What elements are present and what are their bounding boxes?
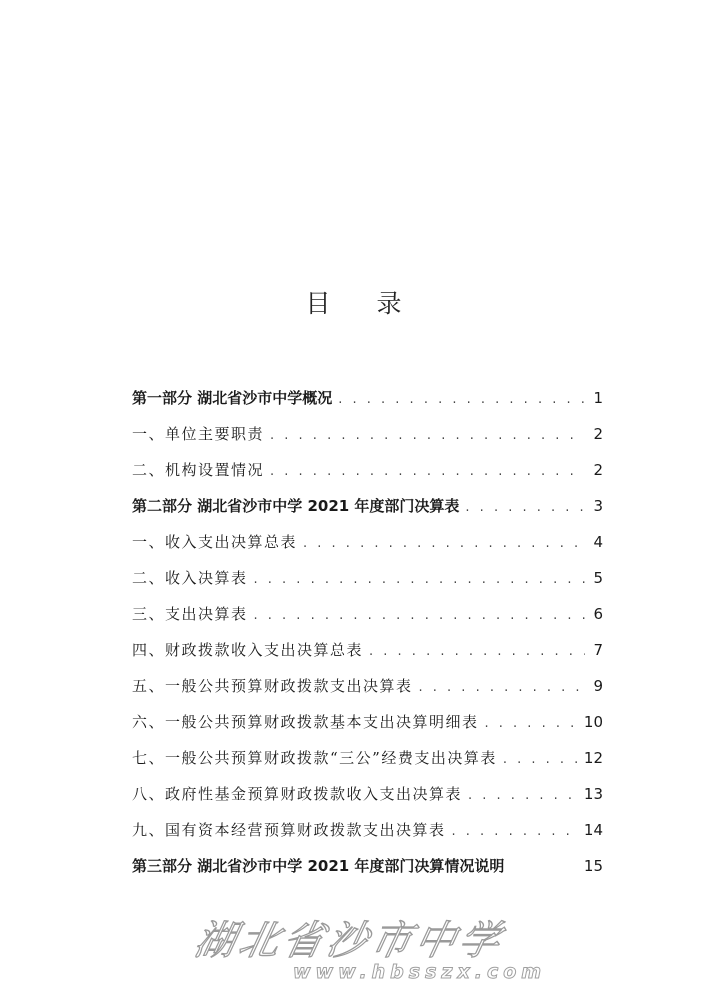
toc-page-number: 2 [593,425,603,443]
watermark-url: www.hbsszx.com [293,961,547,983]
toc-page-number: 6 [593,605,603,623]
toc-entry-label: 三、支出决算表 [132,605,248,623]
toc-leader-dots [338,386,585,414]
toc-leader-dots [369,638,585,666]
toc-page-number: 5 [593,569,603,587]
toc-entry[interactable] [132,564,603,600]
table-of-contents [132,384,603,888]
watermark-school-name: 湖北省沙市中学 [190,918,509,964]
toc-page-number: 4 [593,533,603,551]
toc-leader-dots [254,602,585,630]
toc-page-number: 1 [593,389,603,407]
toc-entry-label: 九、国有资本经营预算财政拨款支出决算表 [132,821,446,839]
toc-leader-dots [503,746,578,774]
toc-title: 目录 [305,289,448,318]
toc-page-number: 2 [593,461,603,479]
toc-leader-dots [419,674,585,702]
toc-entry-label: 第三部分 湖北省沙市中学 2021 年度部门决算情况说明 [132,857,505,875]
toc-page-number: 7 [593,641,603,659]
toc-page-number: 9 [593,677,603,695]
toc-entry[interactable] [132,600,603,636]
toc-entry-part-3[interactable] [132,852,603,888]
toc-entry[interactable] [132,708,603,744]
toc-page-number: 12 [583,749,603,767]
toc-entry-label: 八、政府性基金预算财政拨款收入支出决算表 [132,785,463,803]
toc-entry[interactable] [132,528,603,564]
toc-leader-dots [254,566,585,594]
toc-leader-dots [452,818,578,846]
toc-entry-label: 二、收入决算表 [132,569,248,587]
toc-entry-part-1[interactable] [132,384,603,420]
toc-page-number: 15 [583,857,603,875]
watermark [0,905,707,1000]
toc-leader-dots [468,782,578,810]
toc-page-number: 14 [583,821,603,839]
toc-entry-label: 二、机构设置情况 [132,461,265,479]
toc-leader-dots [485,710,578,738]
toc-entry-label: 五、一般公共预算财政拨款支出决算表 [132,677,413,695]
toc-entry-label: 七、一般公共预算财政拨款“三公”经费支出决算表 [132,749,497,767]
toc-entry-label: 第一部分 湖北省沙市中学概况 [132,389,333,407]
toc-entry-label: 四、财政拨款收入支出决算总表 [132,641,364,659]
toc-page-number: 10 [583,713,603,731]
toc-entry[interactable] [132,636,603,672]
toc-entry-part-2[interactable] [132,492,603,528]
toc-leader-dots [270,422,585,450]
toc-entry-label: 六、一般公共预算财政拨款基本支出决算明细表 [132,713,479,731]
toc-page-number: 3 [593,497,603,515]
toc-leader-dots [465,494,585,522]
toc-entry-label: 一、单位主要职责 [132,425,265,443]
toc-entry[interactable] [132,420,603,456]
toc-entry[interactable] [132,672,603,708]
toc-leader-dots [303,530,585,558]
toc-leader-dots [270,458,585,486]
toc-page-number: 13 [583,785,603,803]
toc-entry[interactable] [132,780,603,816]
toc-entry-label: 第二部分 湖北省沙市中学 2021 年度部门决算表 [132,497,460,515]
toc-entry-label: 一、收入支出决算总表 [132,533,298,551]
toc-entry[interactable] [132,744,603,780]
toc-entry[interactable] [132,816,603,852]
toc-entry[interactable] [132,456,603,492]
